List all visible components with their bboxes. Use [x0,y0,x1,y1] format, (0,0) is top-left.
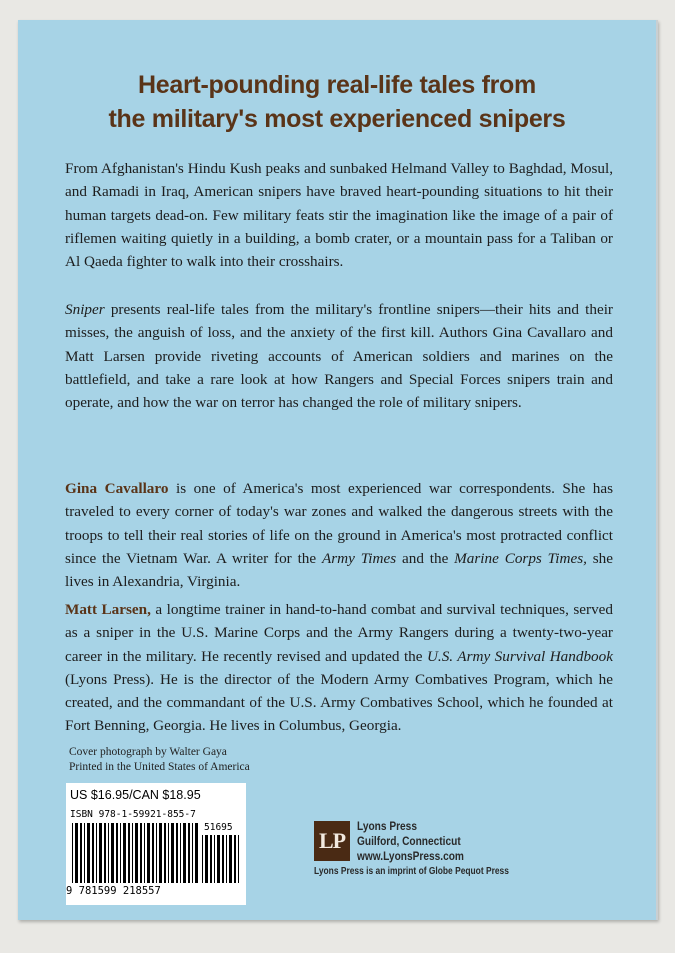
bio-text: (Lyons Press). He is the director of the Modern Army Combatives Program, which he created, and the commandant of the U.S. Army Combatives School, which he founded at Fort Benning, Georgia. He lives in Columbus, Georgia. [65,670,613,735]
publication-title: Army Times [321,549,397,567]
bio-text: is one of America's most experienced war correspondents. She has traveled to every corner of today's war zones and walked the dangerous streets with the troops to tell their real stories of life on the ground in America's most protracted conflict since the Vietnam War. A writer for the [65,480,613,567]
description-paragraph-2 [65,298,613,414]
headline-line-2: the military's most experienced snipers [108,105,566,133]
isbn: ISBN 978-1-59921-855-7 [70,809,196,820]
description-paragraph-1 [65,157,613,273]
author-name-matt: Matt Larsen, [65,601,151,618]
publisher-name: Lyons Press [357,819,417,833]
author-name-gina: Gina Cavallaro [65,480,169,497]
book-title: Sniper [65,301,105,318]
description-text-1: From Afghanistan's Hindu Kush peaks and sunbaked Helmand Valley to Baghdad, Mosul, and Ramadi in Iraq, American snipers have braved heart-pounding situations to hit their human targets dead-on. Few military feats stir the imagination like the image of a pair of riflemen waiting quietly in a building, a bomb crater, or a mountain pass for a Taliban or Al Qaeda fighter to walk into their crosshairs. [65,160,613,271]
publication-title: Marine Corps Times, [454,549,587,567]
imprint-note: Lyons Press is an imprint of Globe Pequot Press [314,866,509,877]
lyons-press-logo: LP [314,821,350,861]
description-text-2: presents real-life tales from the military's frontline snipers—their hits and their misses, the anguish of loss, and the anxiety of the first kill. Authors Gina Cavallaro and Matt Larsen provide riveting accounts of American soldiers and marines on the battlefield, and take a rare look at how Rangers and Special Forces snipers train and operate, and how the war on terror has changed the role of military snipers. [65,301,613,412]
bio-text: she lives in Alexandria, Virginia. [65,549,614,591]
headline [18,68,656,136]
addon-barcode-icon [202,835,242,883]
publisher-website: www.LyonsPress.com [357,849,464,863]
barcode-icon [72,823,200,883]
publisher-location: Guilford, Connecticut [357,834,461,848]
ean-number: 9 781599 218557 [66,885,161,897]
photo-credit: Cover photograph by Walter Gaya [69,746,227,758]
handbook-title: U.S. Army Survival Handbook [426,647,613,665]
bio-matt-larsen [65,598,613,738]
barcode-box [66,783,246,905]
bio-text: and the [396,549,455,567]
bio-gina-cavallaro [65,477,613,593]
publisher-info [357,819,464,864]
price: US $16.95/CAN $18.95 [70,788,201,802]
bio-text: a longtime trainer in hand-to-hand combat and survival techniques, served as a sniper in the U.S. Marine Corps and the Army Rangers during a twenty-two-year career in the military. He recently revised and updated the [65,601,613,665]
credits [69,745,250,775]
printed-in: Printed in the United States of America [69,761,250,773]
headline-line-1: Heart-pounding real-life tales from [138,71,536,99]
price-addon-number: 51695 [204,822,233,833]
back-cover [18,20,658,920]
